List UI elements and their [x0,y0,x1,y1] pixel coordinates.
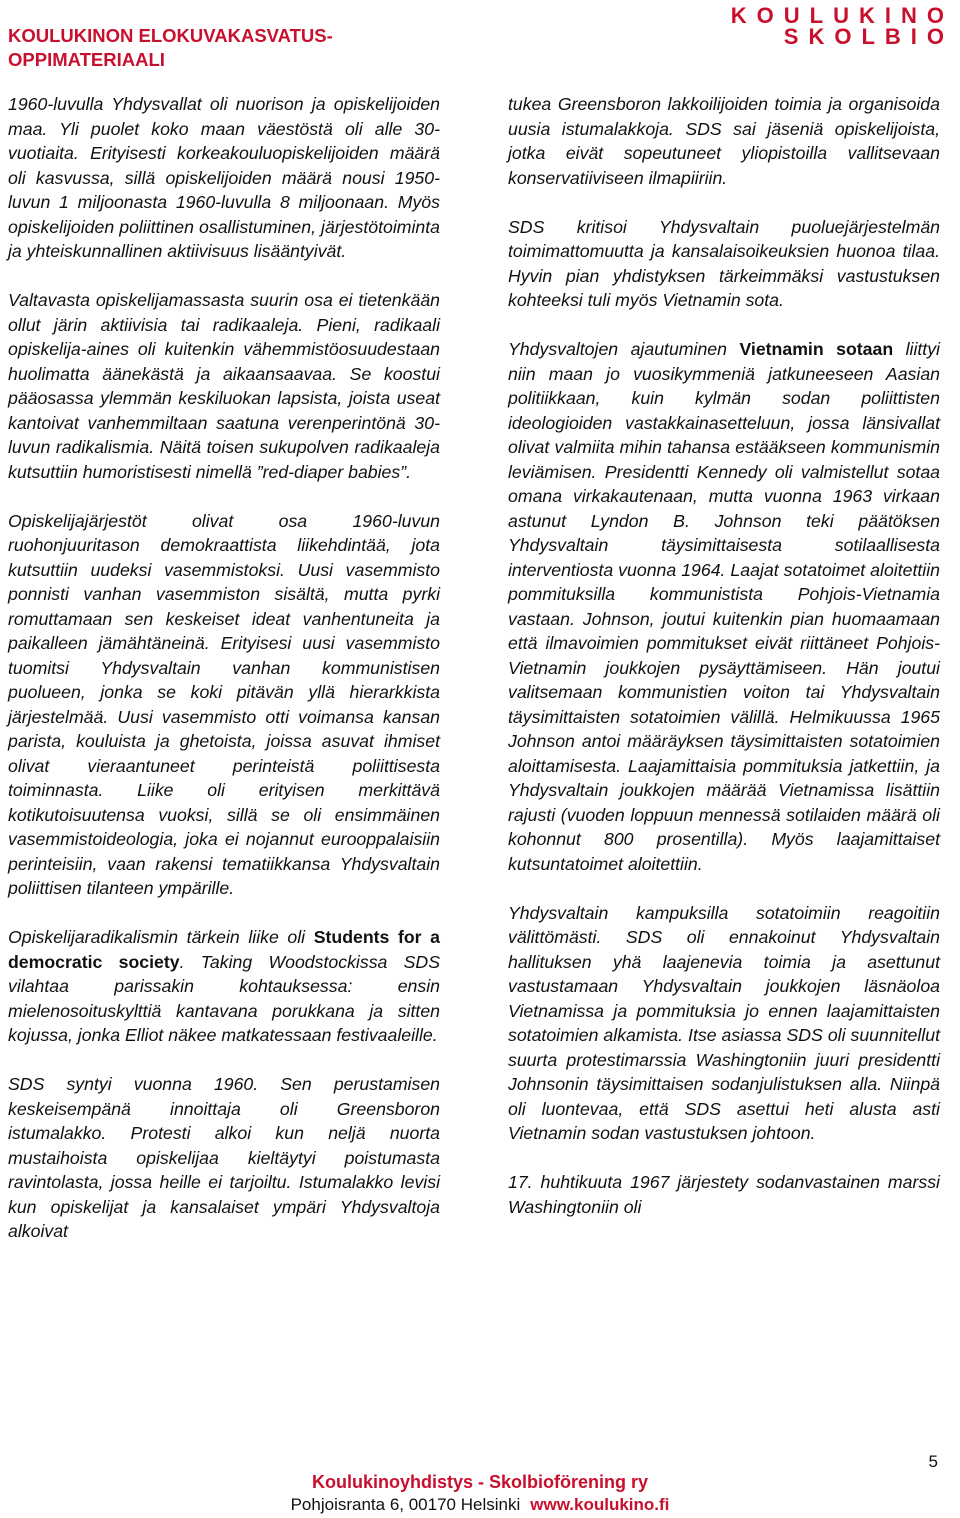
footer-website-link[interactable]: www.koulukino.fi [530,1495,670,1514]
right-paragraph-1: tukea Greensboron lakkoilijoiden toimia ja organisoida uusia istumalakkoja. SDS sai jäseniä opiskelijoista, jotka eivät sopeutuneet yliopistoilla vallitsevaan konservatiiviseen ilmapiiriin. [508,94,940,188]
left-paragraph-5: SDS syntyi vuonna 1960. Sen perustamisen keskeisempänä innoittaja oli Greensboron istumalakko. Protesti alkoi kun neljä nuorta mustaihoista opiskelijaa kieltäytyi poistumasta ravintolasta, jossa heille ei tarjoiltu. Istumalakko levisi kun opiskelijat ja kansalaiset ympäri Yhdysvaltoja alkoivat [8,1074,440,1241]
left-paragraph-4 [8,925,440,1048]
right-paragraph-3-rest: liittyi niin maan jo vuosikymmeniä jatkuneeseen Aasian politiikkaan, kuin kylmän sodan poliittisten ideologioiden vastakkainasetteluun, jossa länsivallat olivat valmiita mihin tahansa estääkseen kommunismin leviämisen. Presidentti Kennedy oli valmistellut sotaa omana virkakautenaan, mutta vuonna 1963 virkaan astunut Lyndon B. Johnson teki päätöksen Yhdysvaltain täysimittaisesta sotilaallisesta interventiosta vuonna 1964. Laajat sotatoimet aloitettiin pommituksilla kommunistista Pohjois-Vietnamia vastaan. Johnson, joutui kuitenkin pian huomaamaan että ilmavoimien pommitukset eivät riittäneet Pohjois-Vietnamin joukkojen pysäyttämiseen. Hän joutui valitsemaan kommunistien voiton tai Yhdysvaltain täysimittaisten sotatoimien välillä. Helmikuussa 1965 Johnson antoi määräyksen täysimittaisten sotatoimien aloittamisesta. Laajamittaisia pommituksia jatkettiin, ja Yhdysvaltain joukkojen määrää Vietnamissa lisättiin rajusti (vuoden loppuun mennessä sotilaiden määrä oli kohonnut 800 prosentilla). Myös laajamittaiset kutsuntatoimet aloitettiin. [508,339,940,874]
left-text-column [8,92,440,1244]
left-paragraph-4-rest: . Taking Woodstockissa SDS vilahtaa parissakin kohtauksessa: ensin mielenosoituskylttiä kantavana porukkana ja sitten kojussa, jonka Elliot näkee matkatessaan festivaaleille. [8,951,440,1045]
left-paragraph-1: 1960-luvulla Yhdysvallat oli nuorison ja opiskelijoiden maa. Yli puolet koko maan väestöstä oli alle 30-vuotiaita. Erityisesti korkeakouluopiskelijoiden määrä oli kasvussa, sillä opiskelijoiden määrä nousi 1950-luvun 1 miljoonasta 1960-luvulla 8 miljoonaan. Myös opiskelijoiden poliittinen osallistuminen, järjestötoiminta ja yhteiskunnallinen aktiivisuus lisääntyivät. [8,94,440,261]
sds-organization-name: Students for a democratic society [8,927,440,972]
header-title-line-2: OPPIMATERIAALI [8,49,165,70]
header-title-line-1: KOULUKINON ELOKUVAKASVATUS- [8,25,333,46]
left-paragraph-4-intro: Opiskelijaradikalismin tärkein liike oli [8,927,314,947]
footer-address: Pohjoisranta 6, 00170 Helsinki [290,1495,521,1514]
right-paragraph-4: Yhdysvaltain kampuksilla sotatoimiin reagoitiin välittömästi. SDS oli ennakoinut Yhdysvaltain hallituksen yhä laajenevia toimia ja asettunut vastustamaan Yhdysvaltain joukkojen läsnäoloa Vietnamissa ja pommituksia jo ennen laajamittaisten sotatoimien alkamista. Itse asiassa SDS oli suunnitellut suurta protestimarssia Washingtoniin juuri presidentti Johnsonin täysimittaisen sodanjulistuksen alla. Niinpä oli luontevaa, että SDS asettui heti alusta asti Vietnamin sodan vastustuksen johtoon. [508,902,940,1143]
logo-line-1: KOULUKINO [730,3,954,28]
right-paragraph-3 [508,337,940,876]
vietnam-war-emphasis: Vietnamin sotaan [739,339,894,359]
left-paragraph-2: Valtavasta opiskelijamassasta suurin osa ei tietenkään ollut järin aktiivisia tai radikaaleja. Pieni, radikaali opiskelija-aines oli kuitenkin vähemmistöosuudestaan huolimatta äänekästä ja aikaansaavaa. Se koostui pääosassa ylemmän keskiluokan lapsista, joista useat kantoivat vanhemmiltaan saatuna verenperintönä 30-luvun radikalismia. Näitä toisen sukupolven radikaaleja kutsuttiin humoristisesti nimellä ”red-diaper babies”. [8,290,440,482]
footer-address-line [0,1494,960,1516]
right-text-column [508,92,940,1219]
document-header-title [8,24,478,72]
left-paragraph-3: Opiskelijajärjestöt olivat osa 1960-luvun ruohonjuuritason demokraattista liikehdintää, jota kutsuttiin uudeksi vasemmistoksi. Uusi vasemmisto ponnisti vanhan vasemmiston sisältä, mutta pyrki romuttamaan sen keskeiset ideat vanhentuneita ja paikalleen jämähtäneinä. Erityisesi uusi vasemmisto tuomitsi Yhdysvaltain vanhan kommunistisen puolueen, jonka se koki pitävän yllä hierarkkista järjestelmää. Uusi vasemmisto otti voimansa kansan parista, kouluista ja ghetoista, joissa asuvat ihmiset olivat vieraantuneet perinteistä poliittisesta toiminnasta. Liike oli erityisen merkittävä kotikutoisuutensa vuoksi, sillä se oli ensimmäinen vasemmistoideologia, joka ei nojannut eurooppalaisiin perinteisiin, vaan rakensi tematiikkansa Yhdysvaltain poliittisen tilanteen ympärille. [8,510,440,898]
koulukino-skolbio-logo [731,5,954,47]
right-paragraph-2: SDS kritisoi Yhdysvaltain puoluejärjestelmän toimimattomuutta ja kansalaisoikeuksien huonoa tilaa. Hyvin pian yhdistyksen tärkeimmäksi vastustuksen kohteeksi tuli myös Vietnamin sota. [508,216,940,310]
logo-line-2: SKOLBIO [783,24,954,49]
page-number: 5 [928,1452,938,1471]
right-paragraph-5: 17. huhtikuuta 1967 järjestety sodanvastainen marssi Washingtoniin oli [508,1172,940,1217]
footer-organization: Koulukinoyhdistys - Skolbioförening ry [311,1472,649,1492]
right-paragraph-3-intro: Yhdysvaltojen ajautuminen [508,339,740,359]
